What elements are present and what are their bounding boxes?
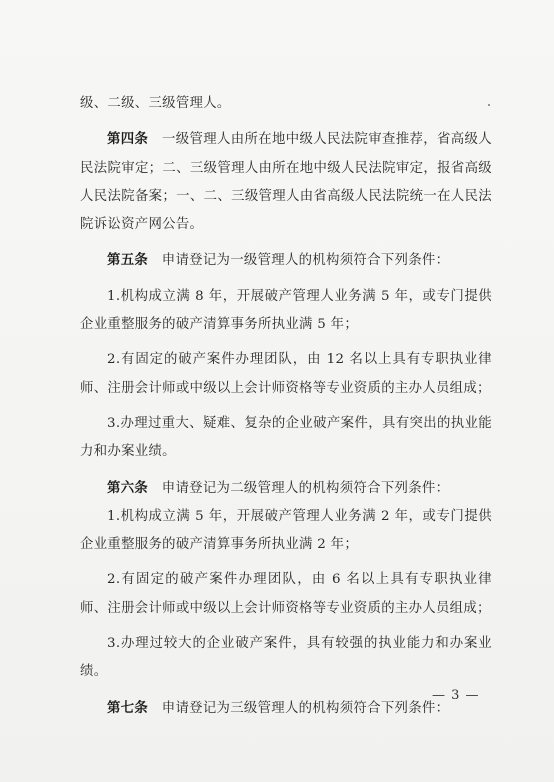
body-paragraph [80,630,492,687]
article-paragraph [80,694,492,723]
paragraph-text: 3.办理过较大的企业破产案件，具有较强的执业能力和办案业绩。 [80,636,492,680]
paragraph-text: 级、二级、三级管理人。 [80,96,231,111]
body-paragraph [80,283,492,340]
paragraph-text: 3.办理过重大、疑难、复杂的企业破产案件，具有突出的执业能力和办案业绩。 [80,415,492,460]
body-paragraph [80,503,492,560]
article-paragraph [80,474,492,503]
body-paragraph [80,566,492,623]
paragraph-text: 申请登记为一级管理人的机构须符合下列条件： [148,253,450,269]
body-paragraph [80,90,492,118]
article-paragraph [80,246,492,275]
article-number: 第六条 [107,479,149,496]
paragraph-text: 申请登记为二级管理人的机构须符合下列条件： [148,480,450,496]
paragraph-text: 1.机构成立满 8 年，开展破产管理人业务满 5 年，或专门提供企业重整服务的破产清算事务所执业满 5 年； [80,288,492,333]
scan-speck [488,104,490,106]
paragraph-text: 1.机构成立满 5 年，开展破产管理人业务满 2 年，或专门提供企业重整服务的破产清算事务所执业满 2 年； [80,508,492,553]
article-paragraph [80,125,492,239]
paragraph-text: 2.有固定的破产案件办理团队，由 12 名以上具有专职执业律师、注册会计师或中级以上会计师资格等专业资质的主办人员组成； [80,352,492,396]
article-number: 第七条 [107,699,149,716]
body-paragraph [80,410,492,467]
page-number: — 3 — [432,688,480,703]
article-number: 第四条 [107,131,149,148]
article-number: 第五条 [107,252,149,269]
paragraph-text: 2.有固定的破产案件办理团队，由 6 名以上具有专职执业律师、注册会计师或中级以上会计师资格等专业资质的主办人员组成； [80,572,492,616]
body-paragraph [80,346,492,403]
paragraph-text: 申请登记为三级管理人的机构须符合下列条件： [148,700,450,716]
paragraph-text: 一级管理人由所在地中级人民法院审查推荐，省高级人民法院审定；二、三级管理人由所在地中级人民法院审定，报省高级人民法院备案；一、二、三级管理人由省高级人民法院统一在人民法院诉讼资产网公告。 [80,132,493,233]
document-body [80,90,492,723]
